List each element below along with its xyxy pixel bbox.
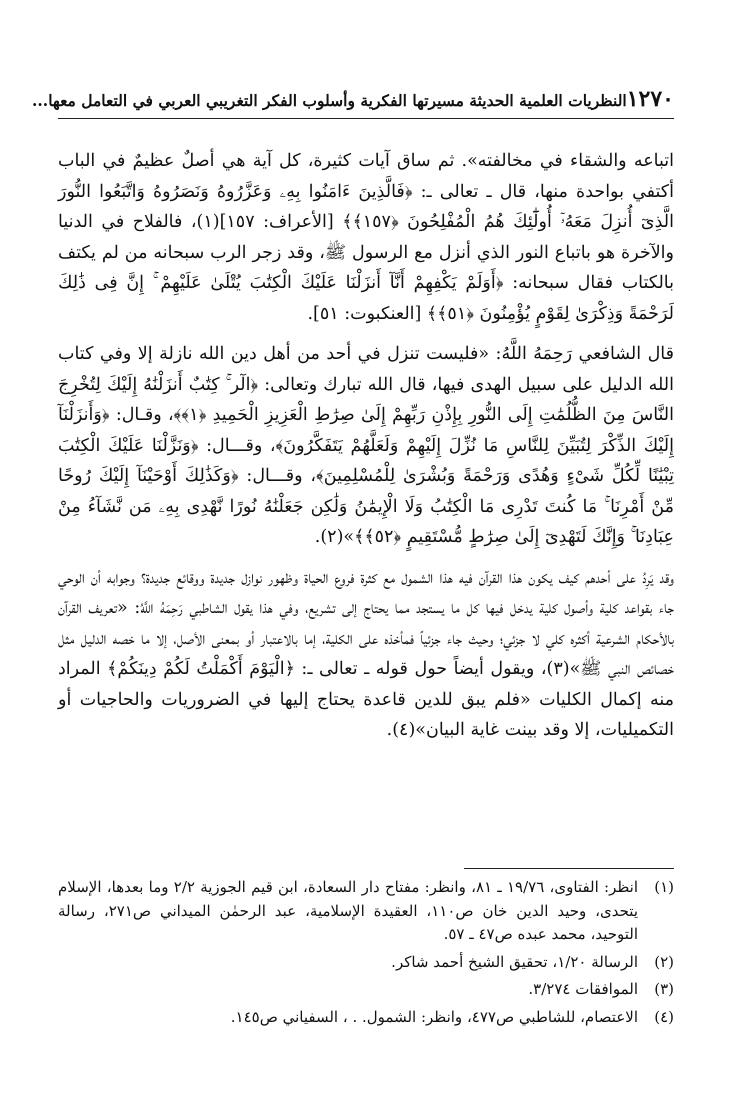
running-title: النظريات العلمية الحديثة مسيرتها الفكرية وأسلوب الفكر التغريبي العربي في التعامل معها... (32, 91, 627, 110)
footnote-separator (464, 868, 674, 869)
footnote-text: الاعتصام، للشاطبي ص٤٧٧، وانظر: الشمول. . ، السفياني ص١٤٥. (230, 1007, 638, 1026)
footnote-text: انظر: الفتاوى، ١٩/٧٦ ـ ٨١، وانظر: مفتاح دار السعادة، ابن قيم الجوزية ٢/٢ وما بعدها، الإسلام يتحدى، وحيد الدين خان ص١١٠، العقيدة الإسلامية، عبد الرحمٰن الميداني ص٢٧١، رسالة التوحيد، محمد عبده ص٤٧ ـ ٥٧. (58, 878, 639, 943)
footnote-number: (١) (654, 878, 674, 896)
footnote-number: (٣) (654, 980, 674, 998)
paragraph: قال الشافعي رَحِمَهُ اللَّهُ: «فليست تنزل في أحد من أهل دين الله نازلة إلا وفي كتاب الله الدليل على سبيل الهدى فيها، قال الله تبارك وتعالى: ﴿الٓر ۚ كِتَٰبٌ أَنزَلْنَٰهُ إِلَيْكَ لِتُخْرِجَ النَّاسَ مِنَ الظُّلُمَٰتِ إِلَى النُّورِ بِإِذْنِ رَبِّهِمْ إِلَىٰ صِرَٰطِ الْعَزِيزِ الْحَمِيدِ ﴿١﴾﴾، وقـال: ﴿وَأَنزَلْنَآ إِلَيْكَ الذِّكْرَ لِتُبَيِّنَ لِلنَّاسِ مَا نُزِّلَ إِلَيْهِمْ وَلَعَلَّهُمْ يَتَفَكَّرُونَ﴾، وقـــال: ﴿وَنَزَّلْنَا عَلَيْكَ الْكِتَٰبَ تِبْيَٰنًا لِّكُلِّ شَىْءٍ وَهُدًى وَرَحْمَةً وَبُشْرَىٰ لِلْمُسْلِمِينَ﴾، وقـــال: ﴿وَكَذَٰلِكَ أَوْحَيْنَآ إِلَيْكَ رُوحًا مِّنْ أَمْرِنَا ۚ مَا كُنتَ تَدْرِى مَا الْكِتَٰبُ وَلَا الْإِيمَٰنُ وَلَٰكِن جَعَلْنَٰهُ نُورًا نَّهْدِى بِهِۦ مَن نَّشَآءُ مِنْ عِبَادِنَا ۚ وَإِنَّكَ لَتَهْدِىٓ إِلَىٰ صِرَٰطٍ مُّسْتَقِيمٍ ﴿٥٢﴾﴾»(٢). (58, 344, 675, 547)
page-number: ١٢٧٠ (626, 86, 674, 112)
footnote (58, 876, 674, 947)
footnote-number: (٤) (654, 1007, 674, 1026)
footnote-text: الموافقات ٣/٢٧٤. (528, 980, 638, 998)
footnote (58, 1006, 674, 1030)
footnote (58, 978, 674, 1002)
footnote-text: الرسالة ١/٢٠، تحقيق الشيخ أحمد شاكر. (391, 952, 638, 971)
page-header (32, 86, 674, 119)
footnote (58, 951, 674, 975)
body-text (58, 146, 674, 746)
paragraph: وقد يَرِدُ على أحدهم كيف يكون هذا القرآن فيه هذا الشمول مع كثرة فروع الحياة وظهور نوازل جديدة ووقائع جديدة؟ وجوابه أن الوحي جاء بقواعد كلية وأصول كلية يدخل فيها كل ما يستجد مما يحتاج إلى تشريع، وفي هذا يقول الشاطبي رَحِمَهُ اللَّهُ: «تعريف القرآن بالأحكام الشرعية أكثره كلي لا جزئي؛ وحيث جاء جزئياً فمأخذه على الكلية، إما بالاعتبار أو بمعنى الأصل، إلا ما خصه الدليل مثل خصائص النبي ﷺ»(٣)، ويقول أيضاً حول قوله ـ تعالى ـ: ﴿الْيَوْمَ أَكْمَلْتُ لَكُمْ دِينَكُمْ﴾ المراد منه إكمال الكليات «فلم يبق للدين قاعدة يحتاج إليها في الضروريات والحاجيات أو التكميليات، إلا وقد بينت غاية البيان»(٤). (58, 567, 674, 740)
footnote-number: (٢) (654, 952, 674, 971)
footnotes (58, 876, 674, 1033)
paragraph: اتباعه والشقاء في مخالفته». ثم ساق آيات كثيرة، كل آية هي أصلٌ عظيمٌ في الباب أكتفي بواحدة منها، قال ـ تعالى ـ: ﴿فَالَّذِينَ ءَامَنُوا بِهِۦ وَعَزَّرُوهُ وَنَصَرُوهُ وَاتَّبَعُوا النُّورَ الَّذِىٓ أُنزِلَ مَعَهُۥٓ أُولَٰٓئِكَ هُمُ الْمُفْلِحُونَ ﴿١٥٧﴾﴾ [الأعراف: ١٥٧](١)، فالفلاح في الدنيا والآخرة هو باتباع النور الذي أنزل مع الرسول ﷺ، وقد زجر الرب سبحانه من لم يكتف بالكتاب فقال سبحانه: ﴿أَوَلَمْ يَكْفِهِمْ أَنَّآ أَنزَلْنَا عَلَيْكَ الْكِتَٰبَ يُتْلَىٰ عَلَيْهِمْ ۚ إِنَّ فِى ذَٰلِكَ لَرَحْمَةً وَذِكْرَىٰ لِقَوْمٍ يُؤْمِنُونَ ﴿٥١﴾﴾ [العنكبوت: ٥١]. (58, 151, 674, 324)
